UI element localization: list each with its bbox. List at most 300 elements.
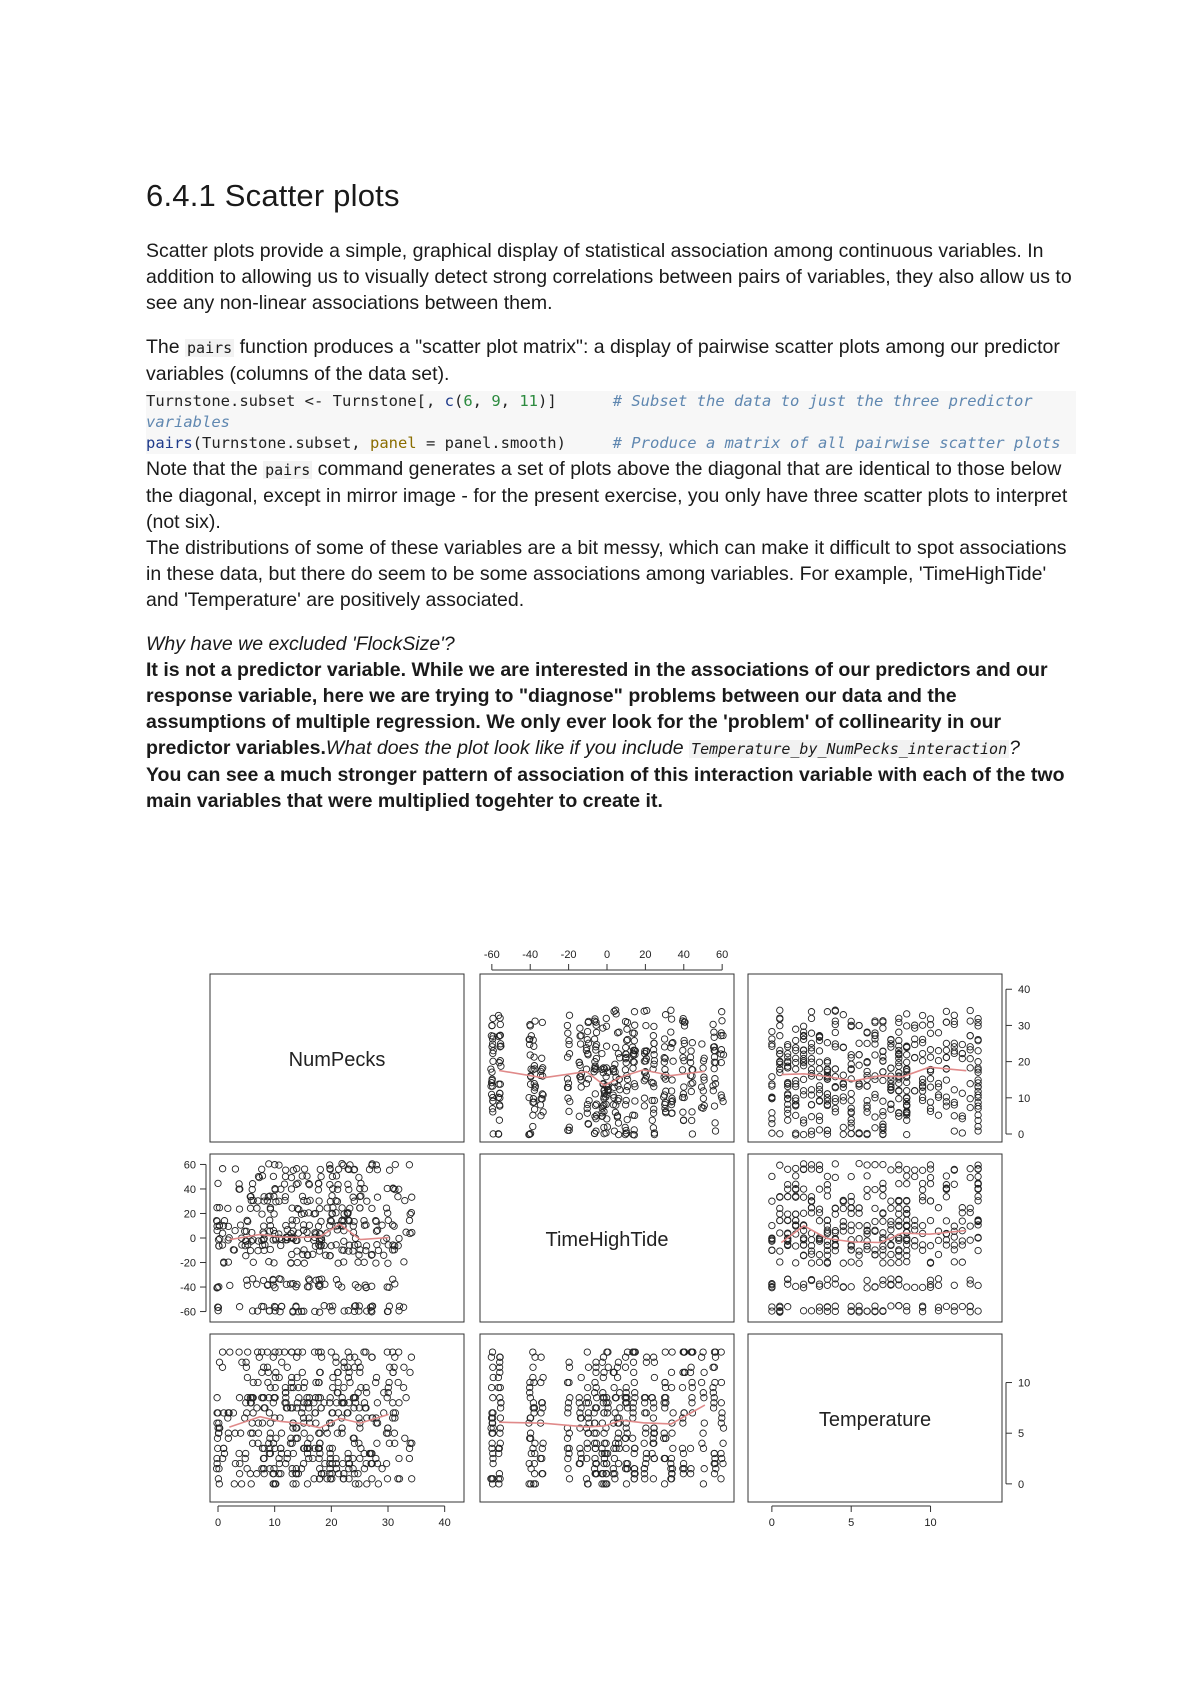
point-Temperature-TimeHighTide-247 [698,1379,704,1385]
point-NumPecks-Temperature-249 [904,1088,910,1094]
point-Temperature-NumPecks-314 [379,1466,385,1472]
point-TimeHighTide-NumPecks-167 [288,1260,294,1266]
point-TimeHighTide-Temperature-20 [967,1174,973,1180]
point-TimeHighTide-Temperature-299 [864,1173,870,1179]
point-NumPecks-Temperature-314 [793,1026,799,1032]
point-TimeHighTide-NumPecks-418 [247,1247,253,1253]
point-TimeHighTide-Temperature-294 [777,1162,783,1168]
point-NumPecks-TimeHighTide-131 [603,1023,609,1029]
point-NumPecks-TimeHighTide-329 [662,1076,668,1082]
point-TimeHighTide-Temperature-290 [912,1284,918,1290]
point-Temperature-NumPecks-297 [236,1349,242,1355]
point-TimeHighTide-Temperature-10 [904,1166,910,1172]
point-TimeHighTide-Temperature-388 [888,1198,894,1204]
point-NumPecks-TimeHighTide-12 [530,1123,536,1129]
point-NumPecks-Temperature-317 [943,1008,949,1014]
point-Temperature-NumPecks-299 [259,1420,265,1426]
point-TimeHighTide-NumPecks-235 [294,1259,300,1265]
point-TimeHighTide-NumPecks-400 [341,1238,347,1244]
point-TimeHighTide-Temperature-202 [800,1186,806,1192]
point-NumPecks-Temperature-105 [816,1048,822,1054]
point-TimeHighTide-NumPecks-231 [316,1198,322,1204]
point-TimeHighTide-Temperature-320 [785,1211,791,1217]
distribution-paragraph: The distributions of some of these variables are a bit messy, which can make it difficult to spot associations in these data, but there do seem to be some associations among variables. For example, 'TimeHighTide' and 'Temperature' are positively associated. [146,537,1067,611]
point-TimeHighTide-NumPecks-155 [236,1304,242,1310]
point-NumPecks-Temperature-55 [840,1124,846,1130]
point-NumPecks-Temperature-302 [904,1011,910,1017]
point-TimeHighTide-Temperature-309 [785,1194,791,1200]
point-Temperature-NumPecks-22 [255,1430,261,1436]
point-Temperature-NumPecks-134 [284,1364,290,1370]
point-TimeHighTide-Temperature-177 [927,1166,933,1172]
point-TimeHighTide-NumPecks-368 [374,1167,380,1173]
point-NumPecks-Temperature-421 [840,1131,846,1137]
point-TimeHighTide-Temperature-403 [808,1260,814,1266]
tick-label-y-TimeHighTide--40-1: -40 [180,1282,196,1295]
point-Temperature-NumPecks-150 [384,1476,390,1482]
point-NumPecks-Temperature-126 [959,1130,965,1136]
point-TimeHighTide-Temperature-429 [896,1181,902,1187]
point-TimeHighTide-NumPecks-92 [374,1194,380,1200]
point-TimeHighTide-Temperature-377 [848,1308,854,1314]
point-TimeHighTide-Temperature-394 [856,1252,862,1258]
point-NumPecks-Temperature-423 [769,1074,775,1080]
point-TimeHighTide-NumPecks-397 [396,1303,402,1309]
point-Temperature-NumPecks-379 [409,1476,415,1482]
point-NumPecks-Temperature-366 [880,1077,886,1083]
point-NumPecks-TimeHighTide-247 [698,1084,704,1090]
point-NumPecks-TimeHighTide-364 [584,1028,590,1034]
point-NumPecks-Temperature-154 [816,1066,822,1072]
point-Temperature-TimeHighTide-308 [631,1369,637,1375]
point-NumPecks-Temperature-241 [943,1103,949,1109]
point-NumPecks-Temperature-219 [935,1057,941,1063]
point-TimeHighTide-Temperature-422 [816,1218,822,1224]
point-TimeHighTide-Temperature-350 [856,1236,862,1242]
point-TimeHighTide-Temperature-210 [967,1281,973,1287]
point-TimeHighTide-NumPecks-284 [385,1260,391,1266]
point-NumPecks-Temperature-386 [975,1048,981,1054]
point-TimeHighTide-Temperature-39 [880,1161,886,1167]
point-NumPecks-TimeHighTide-17 [710,1021,716,1027]
point-NumPecks-Temperature-235 [896,1080,902,1086]
point-NumPecks-TimeHighTide-180 [613,1044,619,1050]
point-TimeHighTide-Temperature-240 [785,1166,791,1172]
point-NumPecks-TimeHighTide-5 [586,1097,592,1103]
point-Temperature-NumPecks-21 [396,1400,402,1406]
answer-interaction: You can see a much stronger pattern of association of this interaction variable with each of the two main variables that were multiplied togehter to create it. [146,764,1065,812]
point-NumPecks-Temperature-7 [951,1128,957,1134]
point-NumPecks-TimeHighTide-235 [565,1080,571,1086]
point-TimeHighTide-Temperature-144 [904,1181,910,1187]
point-NumPecks-Temperature-26 [912,1054,918,1060]
point-NumPecks-TimeHighTide-346 [531,1080,537,1086]
point-NumPecks-Temperature-134 [951,1087,957,1093]
point-Temperature-NumPecks-330 [312,1410,318,1416]
point-NumPecks-TimeHighTide-155 [496,1117,502,1123]
point-TimeHighTide-Temperature-172 [959,1218,965,1224]
point-TimeHighTide-Temperature-283 [793,1243,799,1249]
point-TimeHighTide-NumPecks-296 [329,1173,335,1179]
point-NumPecks-Temperature-376 [880,1025,886,1031]
point-TimeHighTide-Temperature-271 [800,1308,806,1314]
point-NumPecks-TimeHighTide-403 [565,1030,571,1036]
tick-label-TimeHighTide-20: 20 [639,949,652,961]
point-TimeHighTide-NumPecks-162 [356,1174,362,1180]
point-Temperature-TimeHighTide-325 [631,1379,637,1385]
point-TimeHighTide-NumPecks-428 [237,1222,243,1228]
point-TimeHighTide-NumPecks-217 [236,1206,242,1212]
point-NumPecks-Temperature-135 [800,1131,806,1137]
point-TimeHighTide-Temperature-224 [785,1186,791,1192]
point-NumPecks-Temperature-248 [919,1012,925,1018]
code-line-2: pairs(Turnstone.subset, panel = panel.smooth) # Produce a matrix of all pairwise scatter plots [146,434,1061,452]
point-TimeHighTide-Temperature-318 [896,1303,902,1309]
point-TimeHighTide-Temperature-12 [975,1282,981,1288]
point-Temperature-TimeHighTide-219 [651,1374,657,1380]
point-TimeHighTide-Temperature-306 [975,1308,981,1314]
point-Temperature-NumPecks-28 [330,1384,336,1390]
point-NumPecks-Temperature-277 [840,1044,846,1050]
point-NumPecks-TimeHighTide-8 [592,1091,598,1097]
point-NumPecks-Temperature-262 [935,1030,941,1036]
point-Temperature-NumPecks-82 [301,1430,307,1436]
point-Temperature-TimeHighTide-229 [585,1384,591,1390]
point-NumPecks-Temperature-94 [824,1009,830,1015]
point-Temperature-NumPecks-200 [310,1455,316,1461]
point-Temperature-TimeHighTide-410 [497,1415,503,1421]
point-Temperature-NumPecks-274 [402,1435,408,1441]
point-TimeHighTide-Temperature-241 [943,1303,949,1309]
point-NumPecks-TimeHighTide-419 [690,1080,696,1086]
point-Temperature-NumPecks-302 [403,1395,409,1401]
point-TimeHighTide-Temperature-269 [959,1259,965,1265]
point-TimeHighTide-Temperature-182 [951,1259,957,1265]
point-TimeHighTide-Temperature-238 [872,1186,878,1192]
point-NumPecks-TimeHighTide-160 [681,1084,687,1090]
tick-label-y-TimeHighTide-40-1: 40 [183,1183,196,1196]
point-Temperature-TimeHighTide-135 [615,1460,621,1466]
point-TimeHighTide-NumPecks-45 [352,1282,358,1288]
point-TimeHighTide-Temperature-264 [864,1308,870,1314]
point-TimeHighTide-Temperature-6 [856,1223,862,1229]
point-TimeHighTide-Temperature-336 [904,1308,910,1314]
point-NumPecks-Temperature-420 [872,1052,878,1058]
point-NumPecks-Temperature-27 [904,1131,910,1137]
point-NumPecks-Temperature-158 [927,1047,933,1053]
point-Temperature-NumPecks-166 [313,1420,319,1426]
point-TimeHighTide-Temperature-296 [824,1173,830,1179]
point-NumPecks-TimeHighTide-376 [577,1025,583,1031]
point-TimeHighTide-NumPecks-317 [407,1230,413,1236]
point-NumPecks-Temperature-151 [935,1048,941,1054]
section-heading: 6.4.1 Scatter plots [146,178,400,213]
code-line-1: Turnstone.subset <- Turnstone[, c(6, 9, 11)] # Subset the data to just the three predictor variables [146,392,1042,431]
point-TimeHighTide-Temperature-256 [824,1193,830,1199]
point-TimeHighTide-Temperature-22 [848,1173,854,1179]
point-NumPecks-Temperature-104 [840,1072,846,1078]
point-NumPecks-Temperature-23 [816,1083,822,1089]
point-TimeHighTide-Temperature-130 [872,1205,878,1211]
point-Temperature-NumPecks-106 [369,1476,375,1482]
tick-label-y-TimeHighTide--20-1: -20 [180,1257,196,1270]
point-NumPecks-Temperature-388 [888,1101,894,1107]
point-Temperature-NumPecks-213 [265,1379,271,1385]
point-NumPecks-TimeHighTide-417 [711,1103,717,1109]
point-NumPecks-Temperature-47 [793,1112,799,1118]
point-Temperature-TimeHighTide-261 [669,1430,675,1436]
point-TimeHighTide-NumPecks-214 [406,1162,412,1168]
tick-label-Temperature-0: 0 [768,1517,775,1529]
point-NumPecks-Temperature-327 [896,1019,902,1025]
point-NumPecks-TimeHighTide-269 [566,1041,572,1047]
point-Temperature-NumPecks-202 [237,1460,243,1466]
point-NumPecks-TimeHighTide-0 [576,1113,582,1119]
tick-label-y-Temperature-10-2: 10 [1018,1377,1031,1390]
point-TimeHighTide-Temperature-218 [848,1247,854,1253]
point-TimeHighTide-Temperature-255 [816,1308,822,1314]
point-NumPecks-TimeHighTide-400 [599,1050,605,1056]
point-TimeHighTide-Temperature-308 [943,1218,949,1224]
point-Temperature-TimeHighTide-172 [630,1359,636,1365]
point-NumPecks-TimeHighTide-39 [719,1018,725,1024]
point-TimeHighTide-NumPecks-21 [396,1235,402,1241]
point-NumPecks-TimeHighTide-243 [632,1098,638,1104]
point-Temperature-NumPecks-393 [334,1430,340,1436]
point-NumPecks-TimeHighTide-3 [617,1055,623,1061]
point-TimeHighTide-Temperature-364 [769,1247,775,1253]
point-TimeHighTide-NumPecks-10 [317,1166,323,1172]
point-Temperature-TimeHighTide-106 [650,1476,656,1482]
point-NumPecks-Temperature-213 [927,1099,933,1105]
diagonal-label-TimeHighTide: TimeHighTide [545,1229,669,1251]
point-TimeHighTide-NumPecks-359 [281,1181,287,1187]
point-TimeHighTide-NumPecks-425 [299,1173,305,1179]
point-TimeHighTide-NumPecks-300 [254,1281,260,1287]
point-NumPecks-TimeHighTide-199 [720,1098,726,1104]
point-Temperature-TimeHighTide-19 [661,1481,667,1487]
point-Temperature-TimeHighTide-285 [623,1445,629,1451]
point-TimeHighTide-NumPecks-290 [355,1284,361,1290]
tick-label-TimeHighTide-0: 0 [603,949,611,961]
point-NumPecks-TimeHighTide-149 [700,1088,706,1094]
point-TimeHighTide-Temperature-265 [777,1217,783,1223]
point-TimeHighTide-Temperature-289 [793,1165,799,1171]
point-Temperature-TimeHighTide-347 [622,1364,628,1370]
smooth-line-TimeHighTide-NumPecks [229,1224,388,1240]
point-NumPecks-TimeHighTide-257 [489,1022,495,1028]
point-NumPecks-TimeHighTide-170 [624,1076,630,1082]
point-NumPecks-TimeHighTide-342 [490,1015,496,1021]
tick-label-y-TimeHighTide-60-1: 60 [183,1159,196,1172]
point-Temperature-TimeHighTide-294 [718,1476,724,1482]
tick-label-y-Temperature-5-2: 5 [1018,1428,1025,1441]
point-Temperature-TimeHighTide-127 [629,1435,635,1441]
point-NumPecks-TimeHighTide-365 [584,1101,590,1107]
point-NumPecks-TimeHighTide-52 [689,1040,695,1046]
point-TimeHighTide-Temperature-395 [967,1223,973,1229]
point-NumPecks-TimeHighTide-21 [603,1015,609,1021]
point-TimeHighTide-Temperature-169 [800,1252,806,1258]
point-TimeHighTide-Temperature-293 [904,1211,910,1217]
point-TimeHighTide-NumPecks-303 [357,1205,363,1211]
point-NumPecks-Temperature-287 [967,1032,973,1038]
point-Temperature-NumPecks-290 [355,1390,361,1396]
point-NumPecks-Temperature-396 [904,1023,910,1029]
point-Temperature-TimeHighTide-256 [670,1445,676,1451]
tick-label-y-TimeHighTide-0-1: 0 [189,1233,196,1245]
point-Temperature-TimeHighTide-299 [701,1420,707,1426]
point-NumPecks-TimeHighTide-382 [700,1095,706,1101]
point-NumPecks-TimeHighTide-46 [712,1120,718,1126]
tick-label-right-NumPecks-10: 10 [1018,1092,1031,1105]
point-NumPecks-Temperature-106 [777,1033,783,1039]
point-TimeHighTide-NumPecks-407 [315,1223,321,1229]
point-NumPecks-Temperature-425 [943,1077,949,1083]
point-TimeHighTide-NumPecks-394 [323,1252,329,1258]
point-NumPecks-TimeHighTide-135 [615,1131,621,1137]
point-TimeHighTide-NumPecks-307 [283,1281,289,1287]
point-NumPecks-Temperature-379 [777,1007,783,1013]
point-TimeHighTide-NumPecks-46 [232,1166,238,1172]
point-NumPecks-TimeHighTide-124 [688,1048,694,1054]
point-NumPecks-Temperature-266 [975,1059,981,1065]
point-TimeHighTide-Temperature-164 [793,1283,799,1289]
point-NumPecks-Temperature-402 [800,1088,806,1094]
tick-label-right-NumPecks-40: 40 [1018,984,1031,997]
point-TimeHighTide-Temperature-155 [785,1304,791,1310]
point-Temperature-NumPecks-218 [391,1430,397,1436]
answer-flocksize: It is not a predictor variable. While we are interested in the associations of our predictors and our response variable, here we are trying to "diagnose" problems between our data and the assumptions of multiple regression. We only ever look for the 'problem' of collinearity in our predictor variables.What does the plot look like if you include Temperature_by_NumPecks_interaction ? [146,659,1048,759]
point-TimeHighTide-Temperature-57 [967,1237,973,1243]
point-NumPecks-Temperature-375 [880,1113,886,1119]
point-NumPecks-Temperature-308 [943,1047,949,1053]
point-NumPecks-Temperature-182 [951,1012,957,1018]
tick-label-Temperature-5: 5 [848,1517,855,1529]
point-TimeHighTide-Temperature-176 [919,1223,925,1229]
point-Temperature-TimeHighTide-425 [701,1369,707,1375]
point-TimeHighTide-Temperature-53 [951,1282,957,1288]
point-NumPecks-Temperature-238 [872,1018,878,1024]
point-NumPecks-TimeHighTide-19 [661,1036,667,1042]
point-TimeHighTide-Temperature-260 [888,1251,894,1257]
point-Temperature-TimeHighTide-244 [662,1349,668,1355]
tick-label-TimeHighTide-60: 60 [716,949,729,961]
point-TimeHighTide-Temperature-220 [975,1247,981,1253]
point-Temperature-NumPecks-98 [278,1430,284,1436]
point-TimeHighTide-NumPecks-250 [272,1162,278,1168]
point-TimeHighTide-NumPecks-8 [278,1242,284,1248]
point-TimeHighTide-Temperature-4 [927,1243,933,1249]
point-TimeHighTide-Temperature-83 [951,1247,957,1253]
point-TimeHighTide-Temperature-173 [919,1187,925,1193]
panel-NumPecks-TimeHighTide [480,974,734,1142]
point-NumPecks-Temperature-214 [808,1009,814,1015]
point-NumPecks-Temperature-196 [967,1081,973,1087]
point-NumPecks-TimeHighTide-162 [699,1041,705,1047]
point-TimeHighTide-NumPecks-158 [347,1162,353,1168]
point-NumPecks-Temperature-395 [967,1056,973,1062]
point-TimeHighTide-Temperature-427 [808,1198,814,1204]
point-NumPecks-Temperature-341 [904,1052,910,1058]
point-NumPecks-Temperature-247 [927,1084,933,1090]
point-TimeHighTide-Temperature-415 [967,1209,973,1215]
point-TimeHighTide-Temperature-247 [927,1174,933,1180]
point-NumPecks-TimeHighTide-54 [712,1128,718,1134]
point-Temperature-NumPecks-343 [374,1440,380,1446]
point-TimeHighTide-Temperature-382 [769,1173,775,1179]
point-NumPecks-TimeHighTide-297 [689,1117,695,1123]
point-TimeHighTide-Temperature-396 [904,1284,910,1290]
point-TimeHighTide-Temperature-325 [927,1217,933,1223]
point-TimeHighTide-NumPecks-409 [339,1160,345,1166]
point-TimeHighTide-Temperature-413 [935,1282,941,1288]
point-NumPecks-TimeHighTide-144 [689,1109,695,1115]
point-Temperature-NumPecks-13 [245,1349,251,1355]
point-NumPecks-Temperature-121 [864,1040,870,1046]
point-NumPecks-Temperature-392 [864,1083,870,1089]
point-NumPecks-Temperature-30 [777,1131,783,1137]
point-TimeHighTide-NumPecks-139 [215,1180,221,1186]
point-TimeHighTide-Temperature-311 [808,1237,814,1243]
point-TimeHighTide-NumPecks-130 [225,1205,231,1211]
point-NumPecks-TimeHighTide-347 [622,1018,628,1024]
point-NumPecks-Temperature-310 [840,1098,846,1104]
point-Temperature-NumPecks-84 [238,1481,244,1487]
point-Temperature-NumPecks-133 [266,1410,272,1416]
point-TimeHighTide-NumPecks-335 [249,1276,255,1282]
point-TimeHighTide-Temperature-125 [864,1285,870,1291]
point-NumPecks-Temperature-384 [880,1058,886,1064]
point-NumPecks-TimeHighTide-255 [490,1098,496,1104]
point-Temperature-NumPecks-182 [401,1364,407,1370]
point-NumPecks-Temperature-170 [800,1076,806,1082]
point-Temperature-NumPecks-266 [328,1349,334,1355]
point-TimeHighTide-NumPecks-191 [250,1259,256,1265]
point-Temperature-TimeHighTide-83 [585,1364,591,1370]
point-TimeHighTide-Temperature-405 [975,1193,981,1199]
point-NumPecks-Temperature-236 [919,1022,925,1028]
point-TimeHighTide-NumPecks-371 [232,1227,238,1233]
point-NumPecks-TimeHighTide-372 [651,1052,657,1058]
point-Temperature-TimeHighTide-223 [488,1384,494,1390]
point-TimeHighTide-Temperature-316 [864,1243,870,1249]
point-NumPecks-Temperature-116 [808,1114,814,1120]
point-Temperature-NumPecks-309 [247,1471,253,1477]
point-NumPecks-Temperature-57 [967,1065,973,1071]
point-NumPecks-Temperature-292 [927,1054,933,1060]
point-TimeHighTide-Temperature-165 [777,1230,783,1236]
point-Temperature-TimeHighTide-361 [687,1445,693,1451]
point-TimeHighTide-Temperature-284 [856,1260,862,1266]
point-Temperature-NumPecks-4 [395,1379,401,1385]
point-TimeHighTide-Temperature-193 [967,1277,973,1283]
point-NumPecks-Temperature-130 [872,1125,878,1131]
point-NumPecks-Temperature-343 [832,1029,838,1035]
point-TimeHighTide-NumPecks-383 [312,1308,318,1314]
point-NumPecks-TimeHighTide-138 [603,1043,609,1049]
point-NumPecks-TimeHighTide-181 [577,1041,583,1047]
point-NumPecks-Temperature-174 [769,1130,775,1136]
point-NumPecks-TimeHighTide-335 [540,1109,546,1115]
point-NumPecks-Temperature-426 [888,1065,894,1071]
point-TimeHighTide-NumPecks-315 [216,1243,222,1249]
point-TimeHighTide-Temperature-281 [816,1304,822,1310]
point-NumPecks-TimeHighTide-48 [632,1022,638,1028]
point-NumPecks-Temperature-351 [808,1066,814,1072]
point-TimeHighTide-Temperature-64 [935,1251,941,1257]
point-Temperature-NumPecks-191 [250,1379,256,1385]
